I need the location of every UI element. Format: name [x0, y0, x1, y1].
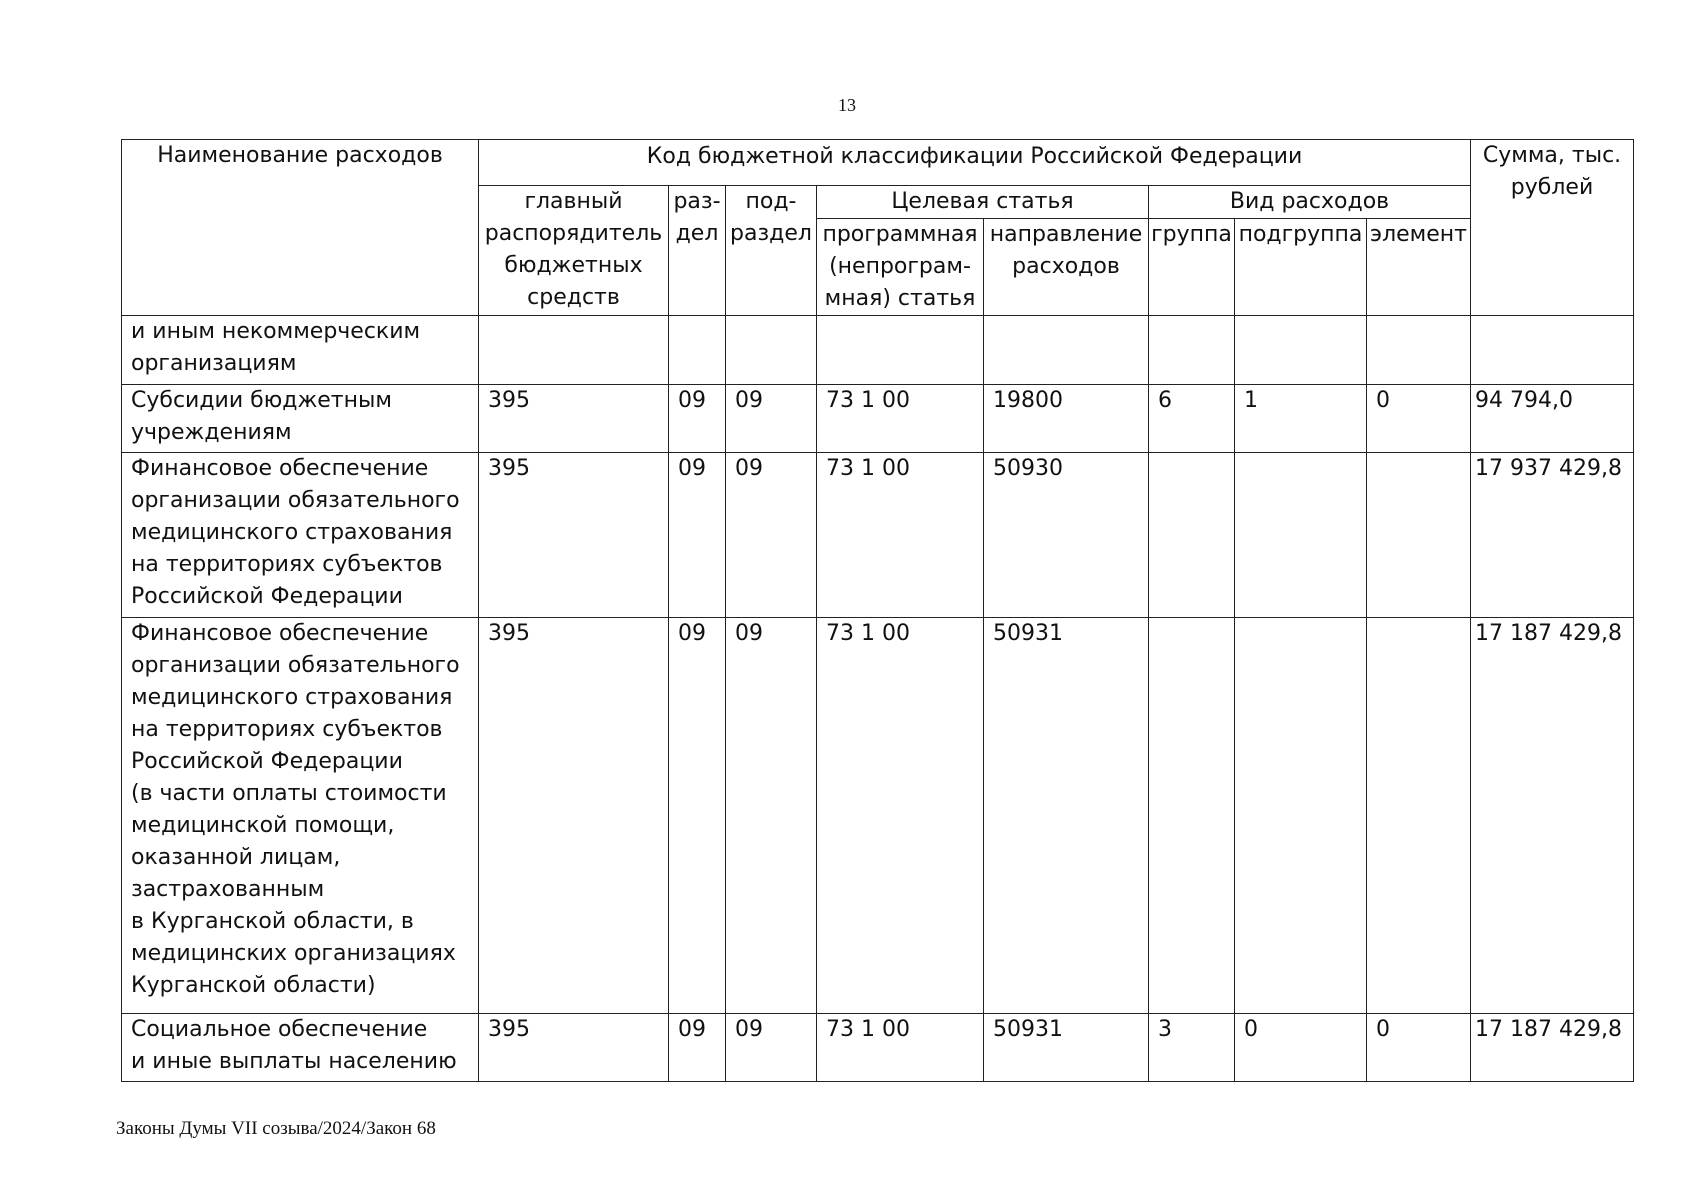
table-row: [122, 618, 1634, 1014]
table-row: [122, 453, 1634, 618]
cell-name: Субсидии бюджетным учреждениям: [122, 385, 479, 453]
cell-subgroup: [1235, 618, 1367, 1014]
cell-sum: 17 187 429,8: [1471, 618, 1634, 1014]
cell-subgroup: [1235, 453, 1367, 618]
header-element: элемент: [1367, 219, 1471, 316]
cell-program: 73 1 00: [817, 618, 984, 1014]
cell-program: 73 1 00: [817, 385, 984, 453]
header-direction: направление расходов: [984, 219, 1149, 316]
cell-sum: [1471, 316, 1634, 385]
cell-subsection: 09: [726, 618, 817, 1014]
cell-subgroup: 1: [1235, 385, 1367, 453]
cell-subsection: [726, 316, 817, 385]
cell-subsection: 09: [726, 385, 817, 453]
header-name: Наименование расходов: [122, 140, 479, 316]
header-expense-type: Вид расходов: [1149, 186, 1471, 219]
cell-direction: 50931: [984, 618, 1149, 1014]
header-section: раз-дел: [669, 186, 726, 316]
cell-subsection: 09: [726, 1014, 817, 1082]
cell-element: [1367, 453, 1471, 618]
cell-manager: 395: [479, 1014, 669, 1082]
cell-section: 09: [669, 1014, 726, 1082]
cell-section: 09: [669, 385, 726, 453]
cell-program: 73 1 00: [817, 453, 984, 618]
cell-sum: 17 187 429,8: [1471, 1014, 1634, 1082]
cell-subsection: 09: [726, 453, 817, 618]
cell-direction: 19800: [984, 385, 1149, 453]
cell-direction: 50930: [984, 453, 1149, 618]
cell-manager: 395: [479, 385, 669, 453]
header-sum: Сумма, тыс. рублей: [1471, 140, 1634, 316]
header-group: группа: [1149, 219, 1235, 316]
cell-section: [669, 316, 726, 385]
cell-section: 09: [669, 453, 726, 618]
cell-name: Финансовое обеспечение организации обязательного медицинского страхования на территориях субъектов Российской Федерации: [122, 453, 479, 618]
cell-sum: 17 937 429,8: [1471, 453, 1634, 618]
cell-program: [817, 316, 984, 385]
cell-subgroup: 0: [1235, 1014, 1367, 1082]
cell-direction: [984, 316, 1149, 385]
cell-element: 0: [1367, 385, 1471, 453]
cell-element: 0: [1367, 1014, 1471, 1082]
cell-element: [1367, 618, 1471, 1014]
footer-document-reference: Законы Думы VII созыва/2024/Закон 68: [116, 1118, 436, 1139]
cell-program: 73 1 00: [817, 1014, 984, 1082]
header-target-article: Целевая статья: [817, 186, 1149, 219]
cell-name: и иным некоммерческим организациям: [122, 316, 479, 385]
cell-group: [1149, 618, 1235, 1014]
cell-manager: 395: [479, 453, 669, 618]
cell-manager: 395: [479, 618, 669, 1014]
cell-element: [1367, 316, 1471, 385]
table-row: [122, 316, 1634, 385]
cell-manager: [479, 316, 669, 385]
header-subsection: под-раздел: [726, 186, 817, 316]
cell-sum: 94 794,0: [1471, 385, 1634, 453]
table-row: [122, 1014, 1634, 1082]
budget-table: [121, 139, 1634, 1082]
cell-group: [1149, 453, 1235, 618]
cell-section: 09: [669, 618, 726, 1014]
header-manager: главный распорядитель бюджетных средств: [479, 186, 669, 316]
cell-group: 3: [1149, 1014, 1235, 1082]
page-number: 13: [838, 95, 856, 115]
header-code-group: Код бюджетной классификации Российской Федерации: [479, 140, 1471, 186]
header-program-article: программная (непрограм-мная) статья: [817, 219, 984, 316]
cell-name: Финансовое обеспечение организации обязательного медицинского страхования на территориях субъектов Российской Федерации (в части оплаты стоимости медицинской помощи, оказанной лицам, застрахованным в Курганской области, в медицинских организациях Курганской области): [122, 618, 479, 1014]
cell-group: 6: [1149, 385, 1235, 453]
cell-subgroup: [1235, 316, 1367, 385]
table-row: [122, 385, 1634, 453]
cell-name: Социальное обеспечение и иные выплаты населению: [122, 1014, 479, 1082]
cell-direction: 50931: [984, 1014, 1149, 1082]
cell-group: [1149, 316, 1235, 385]
header-subgroup: подгруппа: [1235, 219, 1367, 316]
